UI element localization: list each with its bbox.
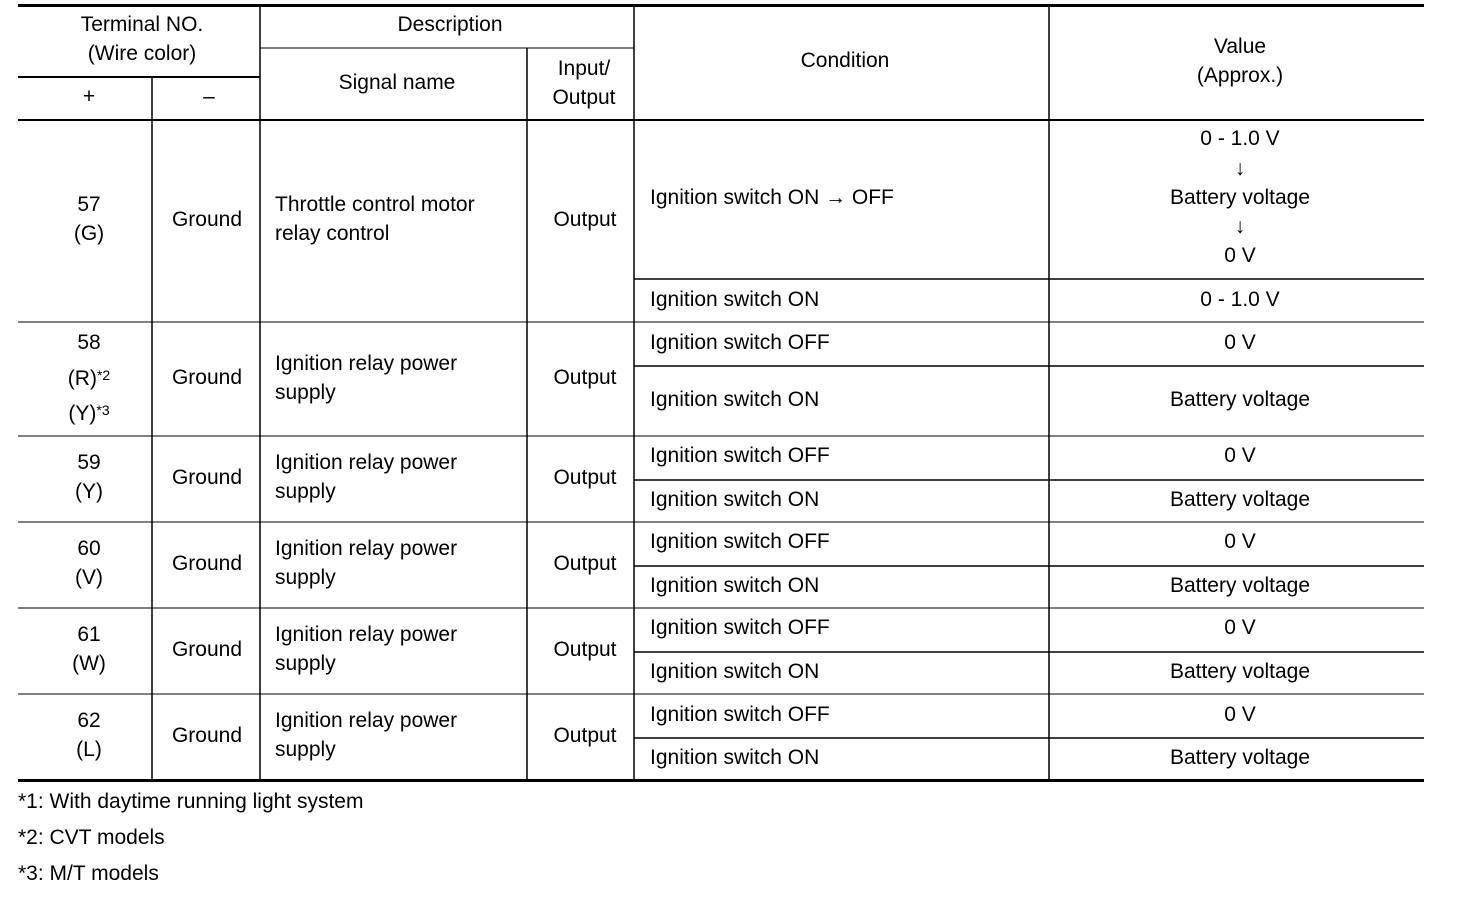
minus-terminal: Ground: [171, 638, 243, 661]
signal-name-line2: supply: [275, 480, 336, 503]
value: Battery voltage: [1169, 574, 1311, 597]
footnote-ref: *3: [96, 402, 110, 418]
header-plus: +: [82, 85, 96, 108]
condition: Ignition switch OFF: [650, 616, 830, 639]
condition: Ignition switch ON: [650, 388, 820, 411]
header-value: Value: [1213, 35, 1267, 58]
terminal-table: [18, 4, 1424, 782]
input-output: Output: [553, 208, 617, 231]
terminal-number: 58: [77, 331, 101, 354]
header-description: Description: [397, 13, 503, 36]
value: Battery voltage: [1169, 186, 1311, 209]
input-output: Output: [553, 724, 617, 747]
value: Battery voltage: [1169, 660, 1311, 683]
header-value-approx: (Approx.): [1196, 64, 1284, 87]
condition: Ignition switch ON → OFF: [650, 186, 894, 209]
condition: Ignition switch OFF: [650, 331, 830, 354]
condition: Ignition switch ON: [650, 488, 820, 511]
condition: Ignition switch ON: [650, 660, 820, 683]
footnote: *1: With daytime running light system: [18, 790, 364, 813]
wire-color: (L): [76, 738, 102, 761]
terminal-number: 61: [77, 623, 101, 646]
minus-terminal: Ground: [171, 208, 243, 231]
input-output: Output: [553, 466, 617, 489]
signal-name-line2: supply: [275, 381, 336, 404]
terminal-number: 57: [77, 193, 101, 216]
signal-name: Ignition relay power: [275, 709, 458, 732]
wire-color: $(R)^{*2}$: [67, 367, 111, 390]
value: Battery voltage: [1169, 488, 1311, 511]
value: 0 V: [1224, 616, 1256, 639]
minus-terminal: Ground: [171, 724, 243, 747]
input-output: Output: [553, 638, 617, 661]
value: 0 - 1.0 V: [1200, 127, 1280, 150]
input-output: Output: [553, 552, 617, 575]
value: 0 V: [1224, 530, 1256, 553]
value: 0 - 1.0 V: [1200, 288, 1280, 311]
signal-name-line2: supply: [275, 566, 336, 589]
minus-terminal: Ground: [171, 466, 243, 489]
wire-color: $(Y)^{*3}$: [68, 402, 110, 425]
condition: Ignition switch ON: [650, 746, 820, 769]
header-terminal: Terminal NO.: [80, 13, 204, 36]
footnote-ref: *2: [96, 367, 111, 383]
signal-name: Ignition relay power: [275, 451, 458, 474]
minus-terminal: Ground: [171, 366, 243, 389]
footnote: *2: CVT models: [18, 826, 165, 849]
header-signal-name: Signal name: [338, 71, 456, 94]
signal-name-line2: relay control: [275, 222, 390, 245]
value: Battery voltage: [1169, 746, 1311, 769]
header-input-output: Input/: [557, 57, 611, 80]
terminal-number: 60: [77, 537, 101, 560]
wire-color: (W): [72, 652, 106, 675]
header-input-output-2: Output: [552, 86, 616, 109]
value: 0 V: [1224, 444, 1256, 467]
signal-name: Ignition relay power: [275, 352, 458, 375]
value: Battery voltage: [1169, 388, 1311, 411]
wire-color: (V): [75, 566, 103, 589]
terminal-number: 62: [77, 709, 101, 732]
input-output: Output: [553, 366, 617, 389]
terminal-number: 59: [77, 451, 101, 474]
signal-name-line2: supply: [275, 738, 336, 761]
signal-name: Ignition relay power: [275, 623, 458, 646]
value: 0 V: [1224, 703, 1256, 726]
signal-name: Throttle control motor: [275, 193, 475, 216]
condition: Ignition switch ON: [650, 574, 820, 597]
header-condition: Condition: [800, 49, 890, 72]
condition: Ignition switch ON: [650, 288, 820, 311]
signal-name: Ignition relay power: [275, 537, 458, 560]
header-minus: –: [203, 85, 215, 108]
header-wire-color: (Wire color): [87, 42, 197, 65]
condition: Ignition switch OFF: [650, 530, 830, 553]
minus-terminal: Ground: [171, 552, 243, 575]
wire-color: (Y): [75, 480, 103, 503]
down-arrow-icon: ↓: [1234, 157, 1246, 180]
condition: Ignition switch OFF: [650, 703, 830, 726]
signal-name-line2: supply: [275, 652, 336, 675]
value: 0 V: [1224, 244, 1256, 267]
condition: Ignition switch OFF: [650, 444, 830, 467]
wire-color: (G): [73, 222, 105, 245]
down-arrow-icon: ↓: [1234, 215, 1246, 238]
value: 0 V: [1224, 331, 1256, 354]
footnote: *3: M/T models: [18, 862, 159, 885]
